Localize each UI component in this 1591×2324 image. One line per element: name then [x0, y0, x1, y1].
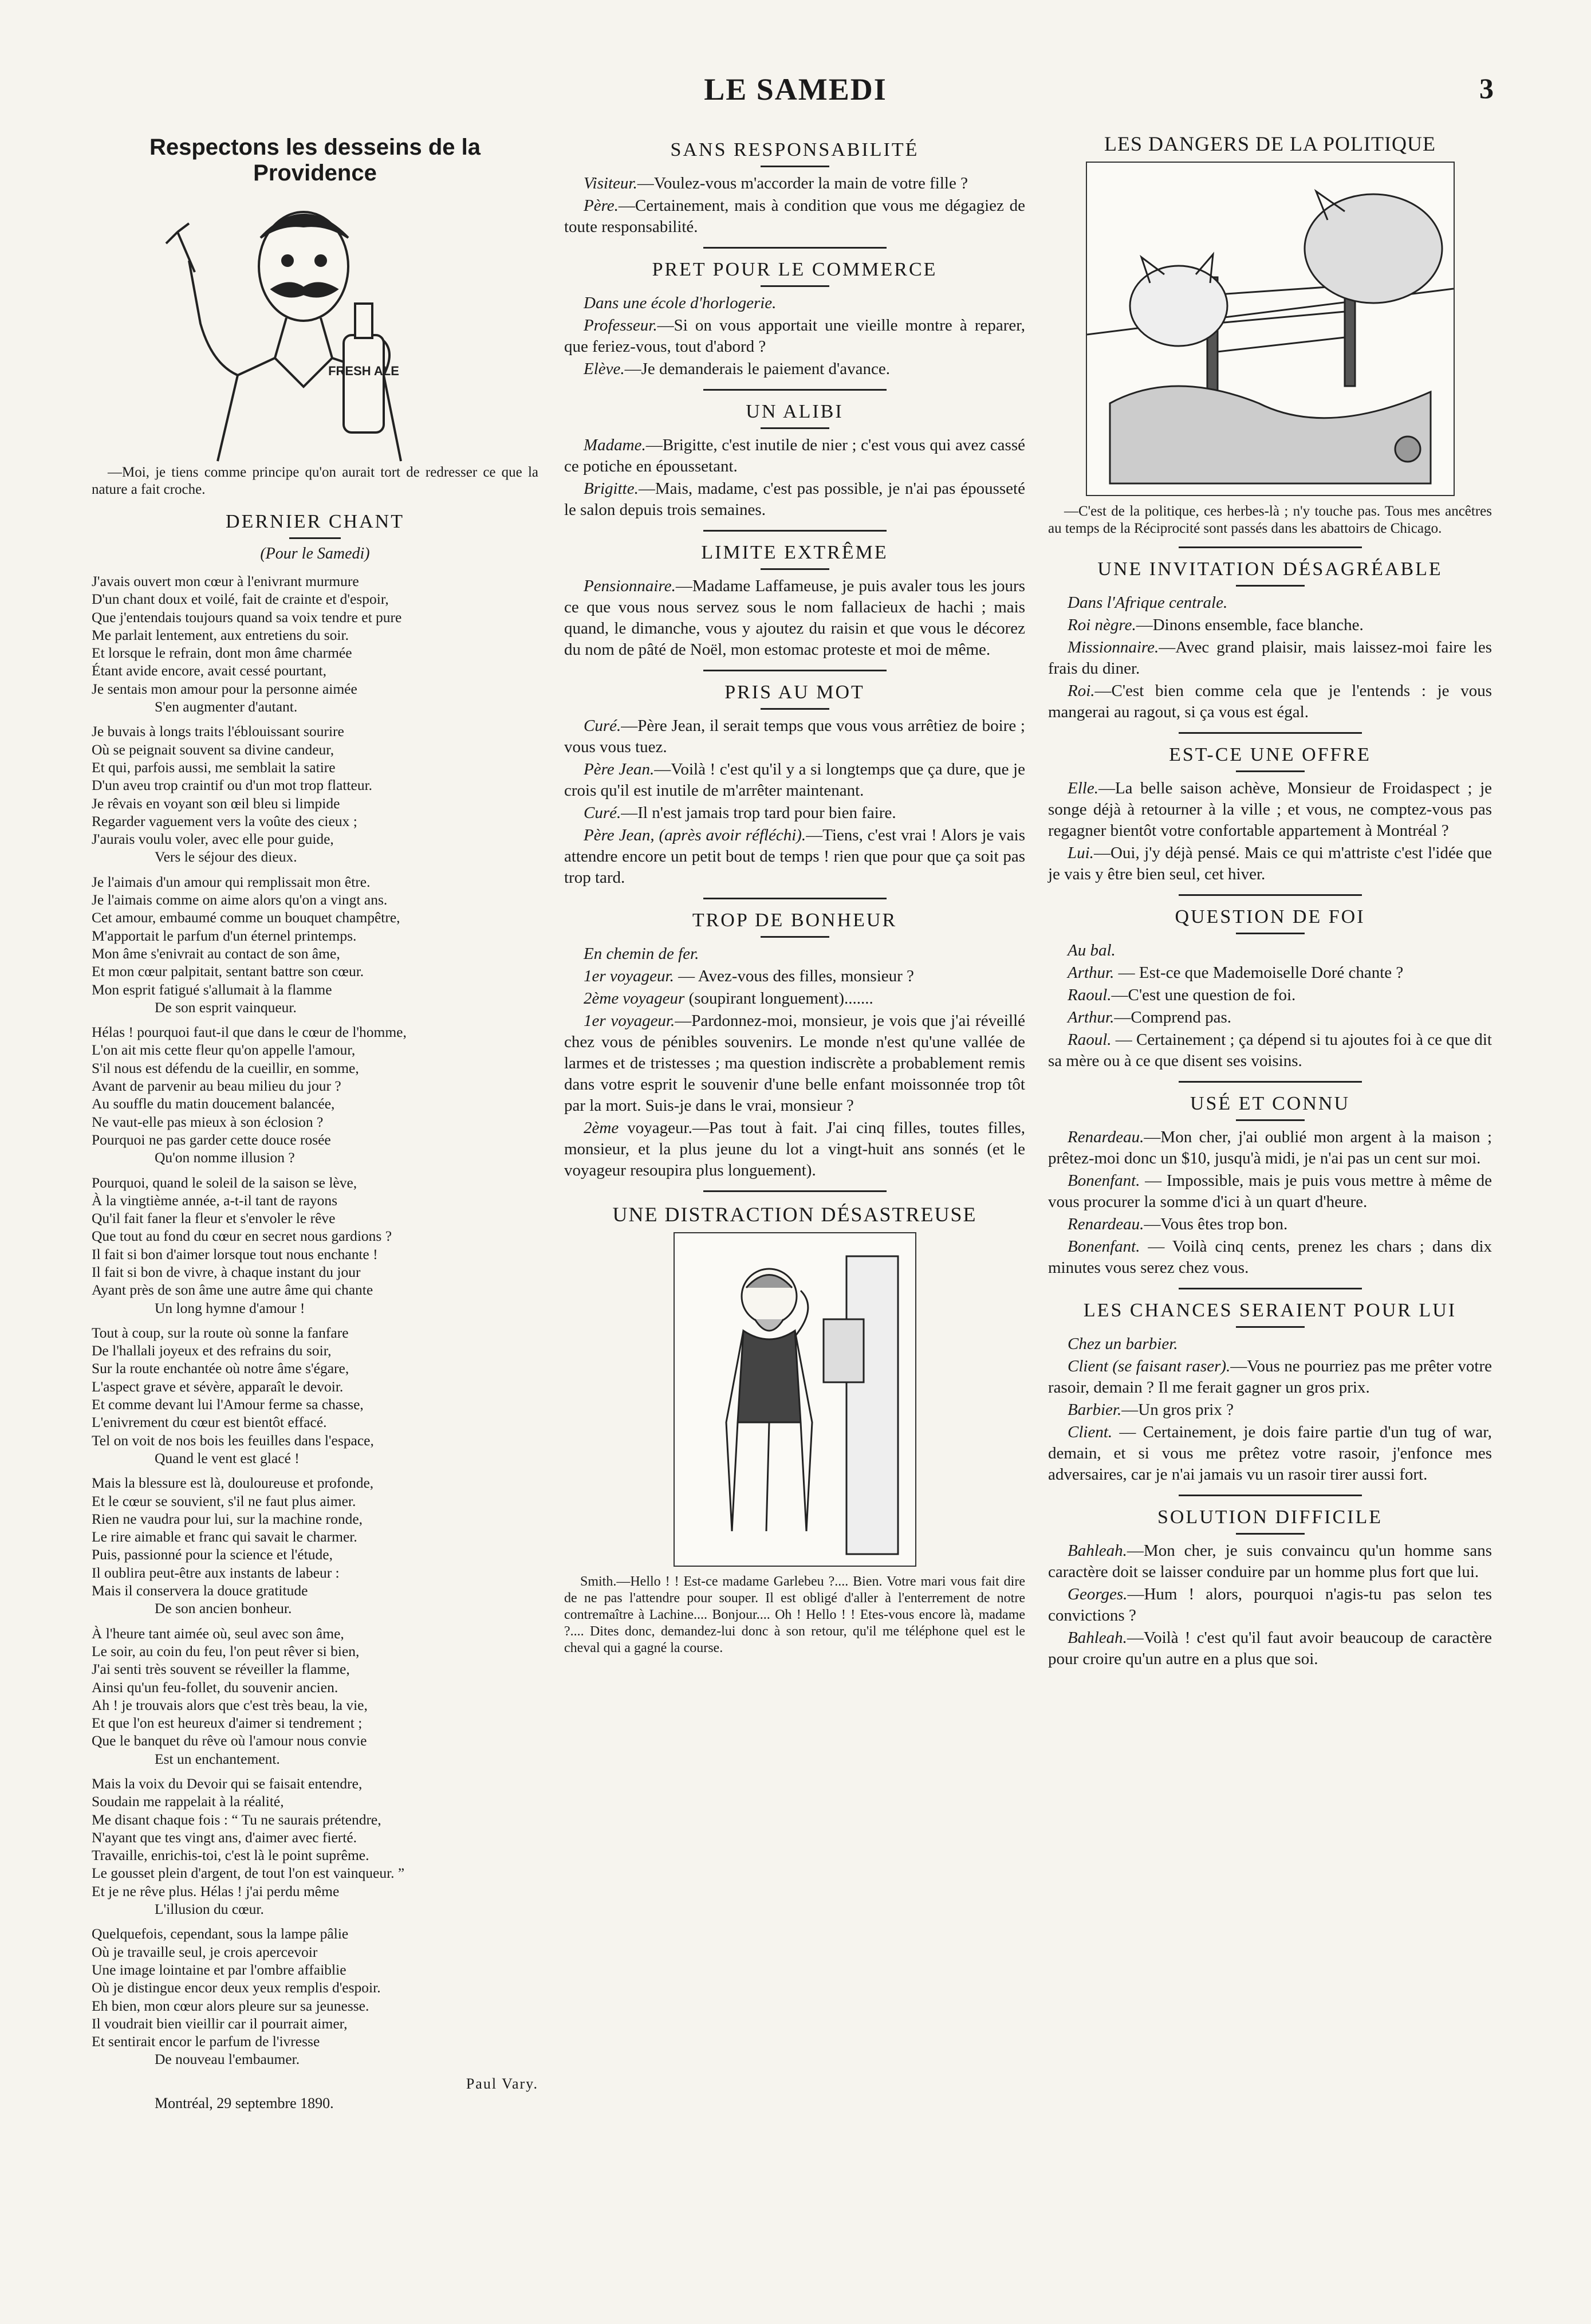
poem-line: À l'heure tant aimée où, seul avec son âme,: [92, 1625, 344, 1642]
dialogue-text: —Il n'est jamais trop tard pour bien faire.: [621, 804, 896, 822]
poem-line: De son esprit vainqueur.: [155, 998, 297, 1016]
poem-line: Je rêvais en voyant son œil bleu si limpide: [92, 795, 340, 812]
dialogue-text: —C'est une question de foi.: [1111, 986, 1296, 1004]
jokes-column-middle: [564, 139, 1025, 1181]
divider: [1179, 1288, 1362, 1289]
dialogue-text: —Vous ne pourriez pas me prêter votre rasoir, demain ? Il me ferait gagner un gros prix.: [1048, 1357, 1492, 1397]
divider: [703, 1190, 887, 1192]
section-title: UNE INVITATION DÉSAGRÉABLE: [1097, 559, 1443, 580]
poem-line: Quand le vent est glacé !: [155, 1449, 300, 1466]
poem-stanza: [92, 1174, 538, 1317]
poem-line: N'ayant que tes vingt ans, d'aimer avec fierté.: [92, 1828, 357, 1846]
section-title: SOLUTION DIFFICILE: [1157, 1507, 1383, 1528]
poem-line: Cet amour, embaumé comme un bouquet champêtre,: [92, 909, 400, 926]
poem-stanza: [92, 1324, 538, 1467]
speaker: 2ème: [584, 1119, 619, 1137]
dialogue-line: [564, 478, 1025, 521]
section-title: USÉ ET CONNU: [1190, 1093, 1350, 1114]
divider: [761, 285, 829, 287]
poem-stanza: [92, 1925, 538, 2068]
masthead: [0, 72, 1591, 112]
poem-line: Que tout au fond du cœur en secret nous gardions ?: [92, 1228, 392, 1245]
dialogue-text: — Avez-vous des filles, monsieur ?: [674, 967, 914, 985]
section-title: QUESTION DE FOI: [1175, 906, 1365, 927]
speaker: Professeur.: [584, 316, 657, 335]
dialogue-line: [564, 803, 1025, 824]
poem-line: Où je distingue encor deux yeux remplis d'espoir.: [92, 1979, 381, 1996]
divider: [761, 568, 829, 570]
dialogue-line: [564, 173, 1025, 194]
speaker: Roi nègre.: [1068, 616, 1136, 634]
poem-line: Quelquefois, cependant, sous la lampe pâlie: [92, 1925, 349, 1942]
dialogue-text: — Voilà cinq cents, prenez les chars ; dans dix minutes vous serez chez vous.: [1048, 1237, 1492, 1277]
poem-line: Et que l'on est heureux d'aimer si tendrement ;: [92, 1715, 363, 1732]
speaker: Père.: [584, 196, 619, 215]
poem-line: Au souffle du matin doucement balancée,: [92, 1095, 335, 1112]
poem-line: Il voudrait bien vieillir car il pourrait aimer,: [92, 2015, 348, 2032]
divider: [1236, 770, 1305, 772]
speaker: Georges.: [1068, 1585, 1128, 1603]
poem-line: Et mon cœur palpitait, sentant battre son cœur.: [92, 963, 364, 980]
section-body: [564, 943, 1025, 1181]
section-title: UN ALIBI: [746, 401, 844, 422]
poem-line: L'illusion du cœur.: [155, 1901, 264, 1918]
divider: [1179, 732, 1362, 734]
scene-setting: Dans l'Afrique centrale.: [1068, 593, 1228, 612]
divider: [1236, 933, 1305, 934]
dialogue-text: —Mon cher, je suis convaincu qu'un homme sans caractère doit se laisser conduire par un homme plus fort que lui.: [1048, 1542, 1492, 1581]
cartoon-caption: —C'est de la politique, ces herbes-là ; n'y touche pas. Tous mes ancêtres au temps de la Réciprocité sont passés dans les abattoirs de Chicago.: [1048, 504, 1492, 536]
speaker: Missionnaire.: [1068, 638, 1159, 656]
poem-line: Je l'aimais d'un amour qui remplissait mon être.: [92, 873, 371, 890]
dialogue-line: [564, 759, 1025, 801]
dialogue-text: — Certainement ; ça dépend si tu ajoutes foi à ce que dit sa mère ou à ce que disent ses voisins.: [1048, 1031, 1492, 1070]
date-line: Montréal, 29 septembre 1890.: [155, 2094, 334, 2111]
poem-line: Que j'entendais toujours quand sa voix tendre et pure: [92, 608, 402, 626]
divider: [1236, 1326, 1305, 1328]
dialogue-line: [1048, 1127, 1492, 1169]
dialogue-text: —Mon cher, j'ai oublié mon argent à la maison ; prêtez-moi donc un $10, jusqu'à midi, je n'ai pas un cent sur moi.: [1048, 1128, 1492, 1167]
speaker: Bahleah.: [1068, 1542, 1127, 1560]
cartoon-caption: Smith.—Hello ! ! Est-ce madame Garlebeu ?.... Bien. Votre mari vous fait dire de ne pas l'attendre pour souper. Il est obligé d'aller à l'enterrement de notre contremaître à Lachine.... Bonjour.... Oh ! Hello ! ! Etes-vous encore là, madame ?.... Dites donc, demandez-lui donc à son retour, qu'il me téléphone quel est le cheval qui a gagné la course.: [564, 1574, 1025, 1655]
poem-line: Ah ! je trouvais alors que c'est très beau, la vie,: [92, 1696, 368, 1713]
poem-line: De nouveau l'embaumer.: [155, 2051, 300, 2068]
section-body: [564, 173, 1025, 238]
poem-line: Un long hymne d'amour !: [155, 1299, 305, 1316]
section-body: [1048, 1334, 1492, 1485]
dialogue-line: [1048, 681, 1492, 723]
poem-line: Je sentais mon amour pour la personne aimée: [92, 680, 357, 697]
dialogue-line: [564, 988, 1025, 1009]
poem-line: Et comme devant lui l'Amour ferme sa chasse,: [92, 1396, 364, 1413]
poem-line: Hélas ! pourquoi faut-il que dans le cœur de l'homme,: [92, 1024, 407, 1041]
poem-line: D'un aveu trop craintif ou d'un mot trop flatteur.: [92, 777, 373, 794]
dialogue-text: —Tiens, c'est vrai ! Alors je vais attendre encore un petit bout de temps ! rien que pour que ça soit pas trop tard.: [564, 826, 1025, 887]
speaker: Père Jean.: [584, 760, 655, 778]
poem-line: S'il nous est défendu de la cueillir, en somme,: [92, 1059, 359, 1076]
poem-line: Et le cœur se souvient, s'il ne faut plus aimer.: [92, 1492, 356, 1509]
speaker: Brigitte.: [584, 479, 639, 498]
speaker: Roi.: [1068, 682, 1095, 700]
poem-line: Mon esprit fatigué s'allumait à la flamme: [92, 981, 332, 998]
divider: [761, 708, 829, 710]
poem-line: Il oublira peut-être aux instants de labeur :: [92, 1564, 340, 1581]
jokes-column-right: [1048, 559, 1492, 1670]
cartoon-caption: —Moi, je tiens comme principe qu'on aurait tort de redresser ce que la nature a fait croche.: [92, 465, 538, 497]
pigs-at-fence-illustration: [1086, 162, 1455, 496]
speaker: Lui.: [1068, 844, 1094, 862]
poem-line: Mais il conservera la douce gratitude: [92, 1582, 308, 1599]
divider: [761, 936, 829, 938]
speaker: 2ème voyageur: [584, 989, 685, 1008]
poem-line: Et lorsque le refrain, dont mon âme charmée: [92, 644, 352, 662]
poem-line: Et je ne rêve plus. Hélas ! j'ai perdu même: [92, 1882, 340, 1900]
poem-line: L'enivrement du cœur est bientôt effacé.: [92, 1414, 327, 1431]
dialogue-text: — Impossible, mais je puis vous mettre à même de vous procurer la somme d'ici à un quart d'heure.: [1048, 1171, 1492, 1211]
scene-setting: Au bal.: [1068, 941, 1116, 960]
poem-line: Puis, passionné pour la science et l'étude,: [92, 1546, 333, 1563]
speaker: Bonenfant.: [1068, 1171, 1140, 1190]
speaker: Renardeau.: [1068, 1215, 1144, 1233]
dialogue-text: —Je demanderais le paiement d'avance.: [624, 360, 891, 378]
poem-line: Ne vaut-elle pas mieux à son éclosion ?: [92, 1113, 324, 1130]
speaker: Client (se faisant raser).: [1068, 1357, 1231, 1375]
poem-line: Soudain me rappelait à la réalité,: [92, 1793, 284, 1810]
dialogue-line: [1048, 1170, 1492, 1213]
dialogue-text: —Comprend pas.: [1114, 1008, 1231, 1027]
poem-stanza: [92, 1625, 538, 1768]
section-body: [1048, 592, 1492, 723]
telephone-man-illustration: [674, 1232, 916, 1567]
poem-stanza: [92, 572, 538, 715]
dialogue-text: —Dinons ensemble, face blanche.: [1136, 616, 1364, 634]
poem-line: Le soir, au coin du feu, l'on peut rêver si bien,: [92, 1642, 360, 1660]
poem-line: Il fait si bon de vivre, à chaque instant du jour: [92, 1263, 361, 1280]
poem-line: Ainsi qu'un feu-follet, du souvenir ancien.: [92, 1678, 338, 1696]
speaker: Barbier.: [1068, 1401, 1122, 1419]
poem-body: [92, 572, 538, 2069]
column-left: [92, 129, 538, 2112]
poem-line: Regarder vaguement vers la voûte des cieux ;: [92, 812, 357, 829]
dialogue-line: [564, 1010, 1025, 1116]
dialogue-line: [1048, 1540, 1492, 1583]
speaker: Curé.: [584, 804, 621, 822]
poem-line: Me parlait lentement, aux entretiens du soir.: [92, 626, 349, 643]
dialogue-text: — Certainement, je dois faire partie d'un tug of war, demain, et si vous me prêtez votre rasoir, j'enfonce mes adversaires, car je n'ai jamais vu un rasoir tirer aussi fort.: [1048, 1423, 1492, 1484]
dialogue-text: voyageur.—Pas tout à fait. J'ai cinq filles, toutes filles, monsieur, et la plus jeune du lot a vingt-huit ans sonnés (et le voyageur resoupira plus longuement).: [564, 1119, 1025, 1179]
dialogue-text: —C'est bien comme cela que je l'entends : je vous mangerai au ragout, si ça vous est égal.: [1048, 682, 1492, 721]
dialogue-line: [1048, 1584, 1492, 1626]
dialogue-line: [1048, 1029, 1492, 1072]
poem-line: Mais la voix du Devoir qui se faisait entendre,: [92, 1775, 363, 1792]
scene-setting: Dans une école d'horlogerie.: [584, 294, 777, 312]
divider: [703, 247, 887, 249]
speaker: Père Jean, (après avoir réfléchi).: [584, 826, 806, 844]
man-with-bottle-illustration: [155, 192, 475, 464]
poem-line: Et sentirait encor le parfum de l'ivresse: [92, 2033, 320, 2050]
section-body: [564, 576, 1025, 660]
section-title: SANS RESPONSABILITÉ: [670, 139, 919, 160]
dialogue-text: —Un gros prix ?: [1121, 1401, 1234, 1419]
poem-line: S'en augmenter d'autant.: [155, 698, 298, 715]
divider: [703, 389, 887, 391]
dialogue-text: (soupirant longuement).......: [684, 989, 873, 1008]
dialogue-line: [1048, 1627, 1492, 1670]
speaker: Bahleah.: [1068, 1629, 1127, 1647]
cartoon-title: LES DANGERS DE LA POLITIQUE: [1104, 132, 1436, 155]
dialogue-line: [1048, 1007, 1492, 1028]
dialogue-line: [564, 825, 1025, 888]
speaker: Madame.: [584, 436, 646, 454]
dialogue-line: [1048, 637, 1492, 679]
poem-line: Il fait si bon d'aimer lorsque tout nous enchante !: [92, 1245, 378, 1263]
poem-subtitle: (Pour le Samedi): [260, 545, 370, 563]
section-title: EST-CE UNE OFFRE: [1169, 744, 1371, 765]
section-body: [564, 715, 1025, 888]
poem-line: Le gousset plein d'argent, de tout l'on est vainqueur. ”: [92, 1865, 405, 1882]
section-title: PRET POUR LE COMMERCE: [652, 259, 938, 280]
section-body: [564, 293, 1025, 380]
dialogue-line: [1048, 615, 1492, 636]
divider: [1179, 894, 1362, 896]
divider: [1179, 1081, 1362, 1083]
poem-line: Est un enchantement.: [155, 1750, 280, 1767]
speaker: Bonenfant.: [1068, 1237, 1140, 1256]
poem-line: Je l'aimais comme on aime alors qu'on a vingt ans.: [92, 891, 388, 909]
section-body: [1048, 1540, 1492, 1670]
page-number: 3: [1479, 72, 1494, 104]
poem-line: Où se peignait souvent sa divine candeur,: [92, 741, 334, 758]
poem-line: Une image lointaine et par l'ombre affaiblie: [92, 1961, 346, 1978]
section-body: [1048, 778, 1492, 885]
poem-line: Qu'on nomme illusion ?: [155, 1149, 295, 1166]
dialogue-line: [564, 315, 1025, 357]
poem-line: Pourquoi ne pas garder cette douce rosée: [92, 1131, 331, 1148]
speaker: Elle.: [1068, 779, 1098, 797]
section-title: TROP DE BONHEUR: [692, 910, 897, 931]
divider: [761, 166, 829, 167]
section-title: PRIS AU MOT: [724, 682, 865, 703]
dialogue-text: —Oui, j'y déjà pensé. Mais ce qui m'attriste c'est l'idée que je vais y être bien seul, cet hiver.: [1048, 844, 1492, 883]
poem-stanza: [92, 722, 538, 866]
poem-line: M'apportait le parfum d'un éternel printemps.: [92, 927, 357, 944]
dialogue-line: [564, 966, 1025, 987]
divider: [289, 537, 341, 539]
divider: [1236, 1119, 1305, 1121]
section-title: LIMITE EXTRÊME: [701, 542, 888, 563]
newspaper-title: LE SAMEDI: [704, 72, 887, 107]
dialogue-text: —Père Jean, il serait temps que vous vous arrêtiez de boire ; vous vous tuez.: [564, 717, 1025, 756]
poem-line: J'ai senti très souvent se réveiller la flamme,: [92, 1661, 350, 1678]
divider: [1236, 1533, 1305, 1535]
dialogue-text: — Est-ce que Mademoiselle Doré chante ?: [1114, 964, 1404, 982]
poem-line: Mais la blessure est là, douloureuse et profonde,: [92, 1474, 374, 1492]
scene-setting: Chez un barbier.: [1068, 1335, 1178, 1353]
dialogue-text: —Avec grand plaisir, mais laissez-moi faire les frais du diner.: [1048, 638, 1492, 678]
poem-line: Pourquoi, quand le soleil de la saison se lève,: [92, 1174, 357, 1191]
poem-line: Tel on voit de nos bois les feuilles dans l'espace,: [92, 1432, 374, 1449]
speaker: Raoul.: [1068, 986, 1112, 1004]
dialogue-line: [564, 715, 1025, 758]
speaker: Elève.: [584, 360, 625, 378]
poem-line: Me disant chaque fois : “ Tu ne saurais prétendre,: [92, 1811, 381, 1828]
poem-stanza: [92, 1775, 538, 1918]
poem-line: J'avais ouvert mon cœur à l'enivrant murmure: [92, 573, 359, 589]
scene-setting: En chemin de fer.: [584, 945, 699, 963]
poem-line: Avant de parvenir au beau milieu du jour ?: [92, 1078, 341, 1095]
divider: [1179, 1495, 1362, 1496]
divider: [703, 898, 887, 899]
dialogue-text: —Pardonnez-moi, monsieur, je vois que j'ai réveillé chez vous de pénibles souvenirs. Le monde n'est qu'une vallée de larmes et de tristesses ; ma question indiscrète a probablement remis dans votre esprit le souvenir d'une belle enfant moissonnée trop tôt par la mort. Suis-je dans le vrai, monsieur ?: [564, 1012, 1025, 1115]
cartoon-title: Respectons les desseins de la Providence: [149, 135, 481, 186]
speaker: Pensionnaire.: [584, 577, 676, 595]
column-right: [1048, 129, 1492, 1671]
dialogue-line: [564, 195, 1025, 238]
speaker: Client.: [1068, 1423, 1113, 1441]
bottle-label: FRESH ALE: [328, 364, 399, 378]
poem-line: Je buvais à longs traits l'éblouissant sourire: [92, 723, 344, 740]
poem-line: Qu'il fait faner la fleur et s'envoler le rêve: [92, 1210, 336, 1227]
poem-line: De son ancien bonheur.: [155, 1600, 292, 1617]
signature: Paul Vary.: [466, 2075, 538, 2092]
poem-line: Rien ne vaudra pour lui, sur la machine ronde,: [92, 1510, 363, 1527]
dialogue-text: —Madame Laffameuse, je puis avaler tous les jours ce que vous nous servez sous le nom fallacieux de hachi ; mais quand, le dimanche, vous y ajoutez du raisin et que vous le décorez du nom de pâté de Noël, mon estomac proteste et moi de même.: [564, 577, 1025, 659]
divider: [1236, 585, 1305, 587]
dialogue-line: [564, 359, 1025, 380]
poem-line: Vers le séjour des dieux.: [155, 848, 297, 866]
dialogue-text: —Voilà ! c'est qu'il y a si longtemps que ça dure, que je crois qu'il est inutile de m'arrêter maintenant.: [564, 760, 1025, 800]
poem-stanza: [92, 1474, 538, 1617]
poem-line: Eh bien, mon cœur alors pleure sur sa jeunesse.: [92, 1997, 369, 2014]
dialogue-text: —Si on vous apportait une vieille montre à reparer, que feriez-vous, tout d'abord ?: [564, 316, 1025, 356]
divider: [703, 670, 887, 671]
speaker: 1er voyageur.: [584, 1012, 675, 1030]
poem-line: Mon âme s'enivrait au contact de son âme,: [92, 945, 340, 962]
section-body: [564, 435, 1025, 521]
section-body: [1048, 940, 1492, 1072]
poem-line: Ayant près de son âme une autre âme qui chante: [92, 1281, 373, 1299]
poem-line: Le rire aimable et franc qui savait le charmer.: [92, 1528, 357, 1546]
dialogue-text: —Certainement, mais à condition que vous me dégagiez de toute responsabilité.: [564, 196, 1025, 236]
poem-line: L'on ait mis cette fleur qu'on appelle l'amour,: [92, 1041, 356, 1059]
speaker: Visiteur.: [584, 174, 637, 192]
section-title: LES CHANCES SERAIENT POUR LUI: [1083, 1300, 1457, 1321]
poem-line: Où je travaille seul, je crois apercevoir: [92, 1943, 318, 1960]
dialogue-text: —Mais, madame, c'est pas possible, je n'ai pas épousseté le salon depuis trois semaines.: [564, 479, 1025, 519]
dialogue-line: [1048, 1236, 1492, 1279]
dialogue-line: [1048, 778, 1492, 841]
poem-line: Travaille, enrichis-toi, c'est là le point suprême.: [92, 1847, 369, 1864]
poem-line: De l'hallali joyeux et des refrains du soir,: [92, 1342, 332, 1359]
poem-line: Et qui, parfois aussi, me semblait la satire: [92, 758, 336, 776]
speaker: Curé.: [584, 717, 621, 735]
dialogue-text: —La belle saison achève, Monsieur de Froidaspect ; je songe déjà à retourner à la ville ; et vous, ne comptez-vous pas regagner bientôt votre confortable appartement à Montréal ?: [1048, 779, 1492, 840]
divider: [761, 427, 829, 429]
column-middle: [564, 129, 1025, 1657]
poem-stanza: [92, 1023, 538, 1166]
dialogue-text: —Voulez-vous m'accorder la main de votre fille ?: [637, 174, 968, 192]
poem-title: DERNIER CHANT: [226, 511, 404, 532]
dialogue-line: [564, 576, 1025, 660]
dialogue-line: [564, 1118, 1025, 1181]
dialogue-line: [1048, 1422, 1492, 1485]
divider: [703, 530, 887, 532]
section-body: [1048, 1127, 1492, 1279]
poem-line: Étant avide encore, avait cessé pourtant,: [92, 662, 326, 679]
dialogue-line: [1048, 962, 1492, 984]
poem-line: L'aspect grave et sévère, apparaît le devoir.: [92, 1378, 344, 1395]
dialogue-text: —Brigitte, c'est inutile de nier ; c'est vous qui avez cassé ce potiche en époussetant.: [564, 436, 1025, 475]
poem-line: J'aurais voulu voler, avec elle pour guide,: [92, 831, 334, 848]
poem-line: D'un chant doux et voilé, fait de crainte et d'espoir,: [92, 591, 389, 608]
poem-line: Sur la route enchantée où notre âme s'égare,: [92, 1360, 349, 1377]
speaker: Arthur.: [1068, 964, 1115, 982]
dialogue-text: —Vous êtes trop bon.: [1144, 1215, 1288, 1233]
divider: [1179, 546, 1362, 548]
poem-line: À la vingtième année, a-t-il tant de rayons: [92, 1192, 338, 1209]
dialogue-line: [1048, 1214, 1492, 1235]
poem-line: Que le banquet du rêve où l'amour nous convie: [92, 1732, 367, 1749]
dialogue-line: [1048, 985, 1492, 1006]
dialogue-line: [1048, 1356, 1492, 1398]
dialogue-line: [1048, 1399, 1492, 1421]
speaker: 1er voyageur.: [584, 967, 674, 985]
dialogue-line: [564, 435, 1025, 477]
poem-stanza: [92, 873, 538, 1016]
speaker: Renardeau.: [1068, 1128, 1144, 1146]
speaker: Raoul.: [1068, 1031, 1112, 1049]
dialogue-text: —Voilà ! c'est qu'il faut avoir beaucoup de caractère pour croire qu'un autre en a plus que soi.: [1048, 1629, 1492, 1668]
dialogue-line: [1048, 843, 1492, 885]
dialogue-text: —Hum ! alors, pourquoi n'agis-tu pas selon tes convictions ?: [1048, 1585, 1492, 1625]
speaker: Arthur.: [1068, 1008, 1115, 1027]
cartoon-title: UNE DISTRACTION DÉSASTREUSE: [612, 1203, 977, 1226]
poem-line: Tout à coup, sur la route où sonne la fanfare: [92, 1324, 349, 1341]
